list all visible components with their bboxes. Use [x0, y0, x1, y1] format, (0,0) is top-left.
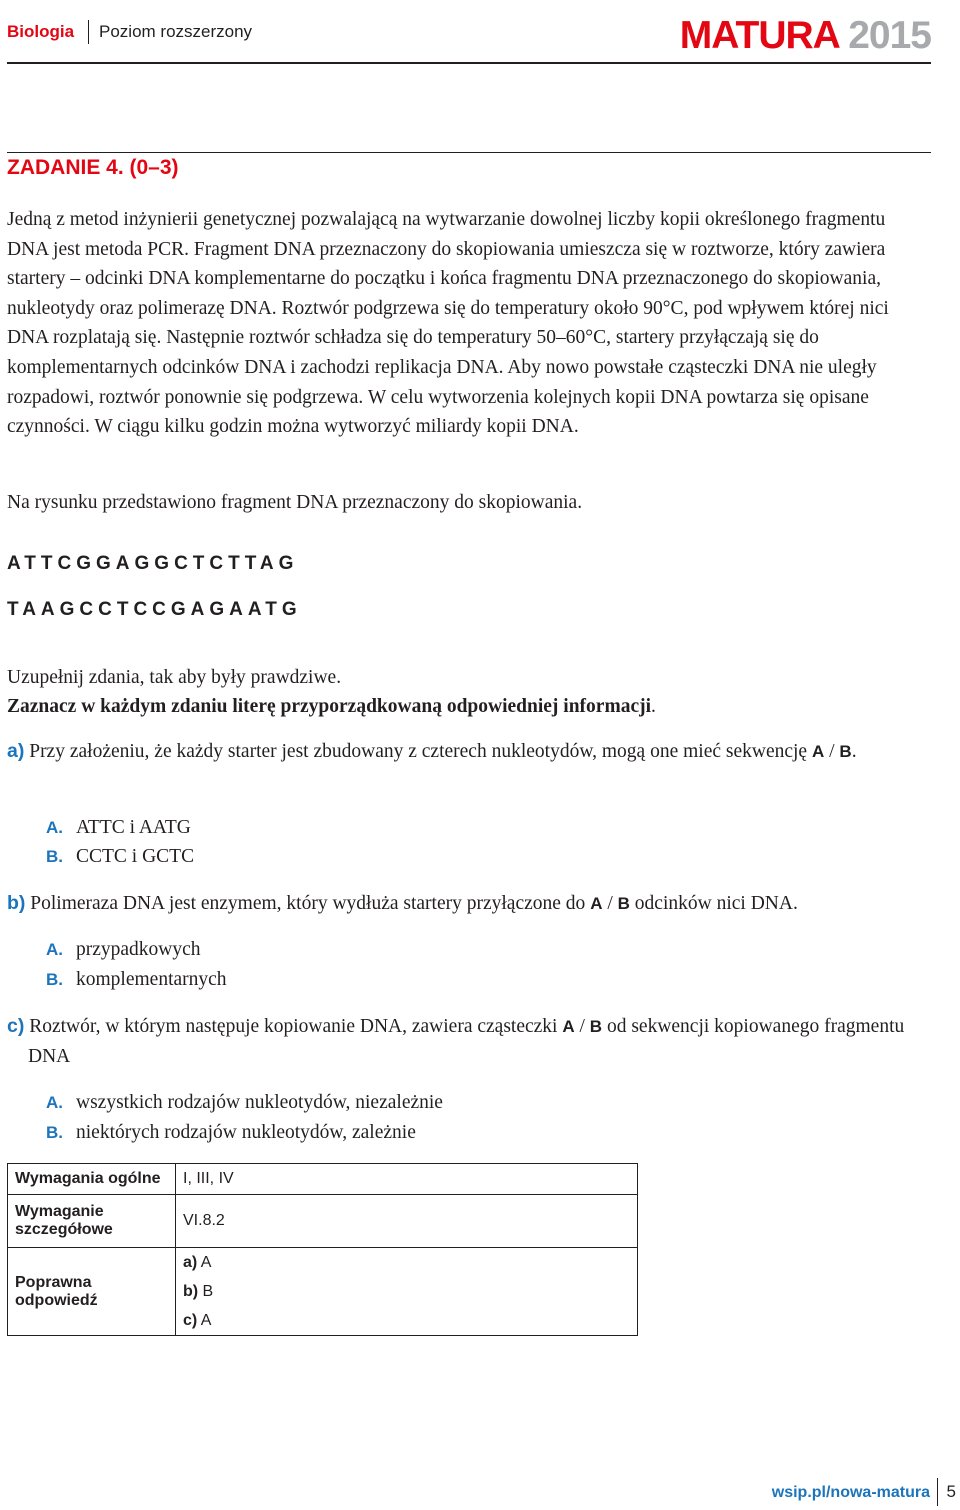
task-paragraph-figure: Na rysunku przedstawiono fragment DNA przeznaczony do skopiowania.: [7, 492, 583, 513]
general-requirements-value: I, III, IV: [176, 1164, 638, 1195]
table-row: [8, 1248, 638, 1336]
instruction-mark: [7, 692, 656, 722]
option-text: niektórych rodzajów nukleotydów, zależnie: [76, 1122, 416, 1143]
header-divider: [88, 20, 89, 44]
answer-line: [183, 1248, 630, 1277]
level-label: Poziom rozszerzony: [99, 22, 253, 41]
page-header: [7, 8, 931, 64]
option-text: CCTC i GCTC: [76, 846, 195, 867]
option-b[interactable]: [46, 842, 194, 872]
section-rule: [7, 152, 931, 153]
task-paragraph-intro: Jedną z metod inżynierii genetycznej pozwalającą na wytwarzanie dowolnej liczby kopii określonego fragmentu DNA jest metoda PCR. Fragment DNA przeznaczony do skopiowania umieszcza się w roztworze, który zawiera startery – odcinki DNA komplementarne do początku i końca fragmentu DNA przeznaczonego do skopiowania, nukleotydy oraz polimerazę DNA. Roztwór podgrzewa się do temperatury około 90°C, pod wpływem której nici DNA rozplatają się. Następnie roztwór schładza się do temperatury 50–60°C, startery przyłączają się do komplementarnych odcinków DNA i zachodzi replikacja DNA. Aby nowo powstałe cząsteczki DNA nie uległy rozpadowi, roztwór ponownie się podgrzewa. W celu wytworzenia kolejnych kopii DNA powtarza się opisane czynności. W ciągu kilku godzin można wytworzyć miliardy kopii DNA.: [7, 209, 889, 438]
option-key: A.: [46, 1093, 63, 1112]
choice-b-marker[interactable]: B: [839, 742, 852, 761]
option-key: B.: [46, 970, 63, 989]
instruction-mark-dot: .: [651, 696, 656, 717]
choice-b-marker[interactable]: B: [589, 1017, 603, 1036]
option-key: A.: [46, 818, 63, 837]
option-b[interactable]: [46, 965, 227, 995]
correct-answer-values: [176, 1248, 638, 1336]
answer-line: [183, 1306, 630, 1335]
requirements-table: [7, 1163, 638, 1336]
option-key: B.: [46, 1123, 63, 1142]
question-label: a): [7, 740, 25, 762]
instruction-mark-text: Zaznacz w każdym zdaniu literę przyporządkowaną odpowiedniej informacji: [7, 696, 652, 717]
option-key: A.: [46, 940, 63, 959]
page-number: 5: [946, 1482, 956, 1501]
question-text-before: Roztwór, w którym następuje kopiowanie DNA, zawiera cząsteczki: [24, 1016, 563, 1037]
table-row: [8, 1195, 638, 1248]
brand-word: MATURA: [679, 14, 839, 57]
choice-a-marker[interactable]: A: [590, 894, 603, 913]
label-line: szczegółowe: [15, 1221, 113, 1238]
question-label: b): [7, 892, 26, 914]
option-b[interactable]: [46, 1118, 416, 1148]
answer-value: A: [197, 1254, 212, 1271]
task-title: ZADANIE 4. (0–3): [7, 156, 179, 179]
answer-value: A: [197, 1312, 212, 1329]
option-key: B.: [46, 847, 63, 866]
question-c: [7, 1012, 943, 1071]
detailed-requirement-value: VI.8.2: [176, 1195, 638, 1248]
question-label: c): [7, 1015, 25, 1037]
question-text-before: Przy założeniu, że każdy starter jest zbudowany z czterech nukleotydów, mogą one mieć sekwencję: [24, 741, 812, 762]
footer-url-link[interactable]: wsip.pl/nowa-matura: [771, 1484, 930, 1501]
correct-answer-label: [8, 1248, 176, 1336]
table-row: [8, 1164, 638, 1195]
dna-strand-top: ATTCGGAGGCTCTTAG: [7, 553, 299, 574]
label-line: odpowiedź: [15, 1291, 98, 1309]
choice-slash: /: [824, 741, 840, 762]
option-a[interactable]: [46, 935, 201, 965]
question-text-after: odcinków nici DNA.: [629, 893, 798, 914]
answer-key: b): [183, 1283, 199, 1300]
option-text: przypadkowych: [76, 939, 201, 960]
choice-b-marker[interactable]: B: [617, 894, 630, 913]
question-text-after: .: [851, 741, 857, 762]
matura-brand: [680, 14, 931, 58]
question-text-before: Polimeraza DNA jest enzymem, który wydłuża startery przyłączone do: [25, 893, 591, 914]
footer-divider: [937, 1478, 938, 1506]
answer-key: a): [183, 1254, 198, 1271]
header-rule: [7, 62, 931, 64]
detailed-requirement-label: [8, 1195, 176, 1248]
option-a[interactable]: [46, 1088, 443, 1118]
choice-a-marker[interactable]: A: [811, 742, 825, 761]
question-text-after: od sekwencji kopiowanego fragmentu DNA: [28, 1016, 905, 1067]
subject-label: Biologia: [7, 22, 75, 41]
option-text: komplementarnych: [76, 969, 227, 990]
dna-strand-bottom: TAAGCCTCCGAGAATG: [7, 599, 302, 620]
option-text: ATTC i AATG: [76, 817, 191, 838]
question-b: [7, 889, 922, 919]
choice-a-marker[interactable]: A: [562, 1017, 575, 1036]
option-text: wszystkich rodzajów nukleotydów, niezależnie: [76, 1092, 443, 1113]
question-a: [7, 737, 943, 767]
answer-line: [183, 1277, 630, 1306]
instruction-complete: Uzupełnij zdania, tak aby były prawdziwe.: [7, 667, 342, 688]
label-line: Wymaganie: [15, 1203, 104, 1220]
answer-key: c): [183, 1312, 198, 1329]
answer-value: B: [198, 1283, 214, 1300]
choice-slash: /: [602, 893, 618, 914]
option-a[interactable]: [46, 813, 191, 843]
general-requirements-label: Wymagania ogólne: [8, 1164, 176, 1195]
choice-slash: /: [574, 1016, 590, 1037]
brand-year: 2015: [848, 14, 931, 57]
label-line: Poprawna: [15, 1273, 92, 1291]
